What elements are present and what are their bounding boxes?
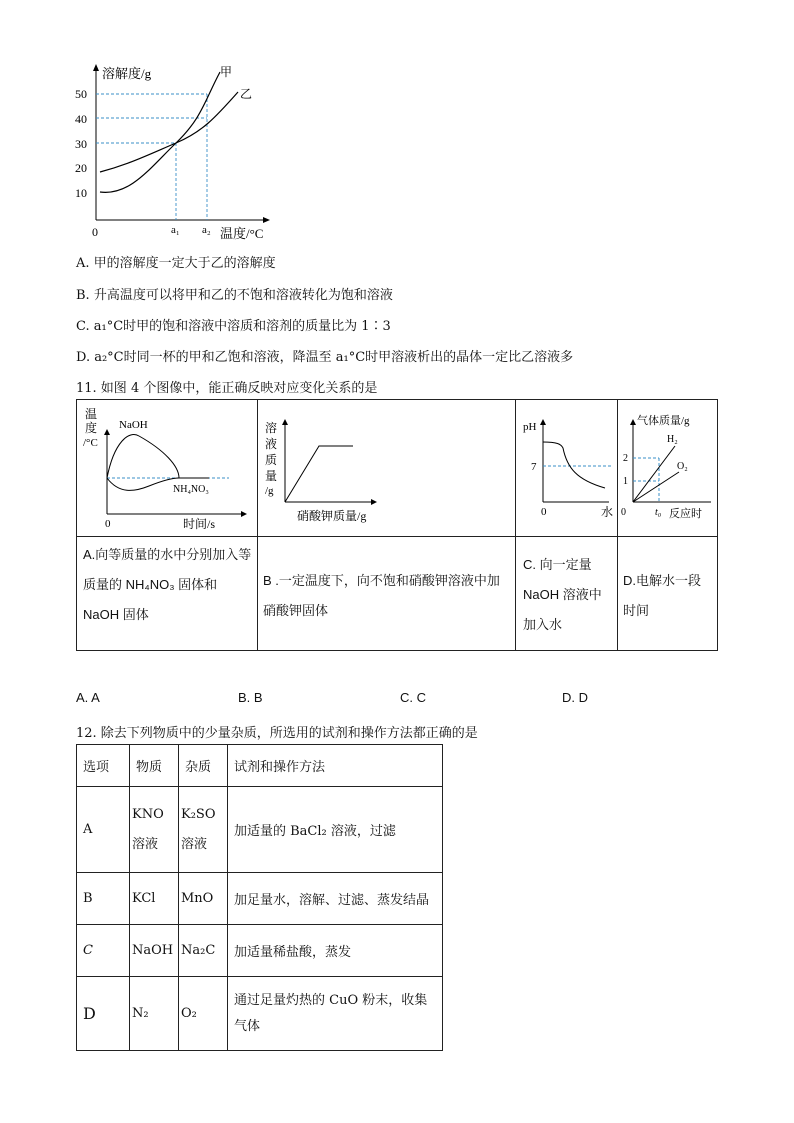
- svg-text:液: 液: [265, 437, 278, 451]
- solubility-graph: [70, 60, 280, 240]
- q11-graph-d: [619, 402, 715, 534]
- svg-text:7: 7: [531, 461, 537, 473]
- q11-answer-a: A. A: [76, 690, 100, 705]
- header-impurity: 杂质: [179, 745, 228, 787]
- svg-text:质: 质: [265, 453, 278, 467]
- x-tick-a1: a₁: [171, 224, 180, 236]
- y-tick-40: 40: [75, 112, 87, 126]
- q11-answer-c: C. C: [400, 690, 426, 705]
- curve-jia: [100, 72, 220, 192]
- label-nh4no3: NH₄NO₃: [173, 484, 209, 495]
- table-row: B KCl MnO 加足量水，溶解、过滤、蒸发结晶: [77, 873, 443, 925]
- svg-text:0: 0: [621, 507, 626, 518]
- y-tick-10: 10: [75, 186, 87, 200]
- q11-caption-b: B .一定温度下，向不饱和硝酸钾溶液中加硝酸钾固体: [263, 573, 500, 618]
- curve-yi: [100, 92, 238, 172]
- svg-text:溶: 溶: [265, 421, 278, 435]
- q11-answer-b: B. B: [238, 690, 263, 705]
- table-row: D N₂ O₂ 通过足量灼热的 CuO 粉末，收集气体: [77, 977, 443, 1051]
- q11-graph-a: [79, 402, 255, 534]
- svg-text:时间/s: 时间/s: [183, 517, 216, 531]
- q10-option-b: B. 升高温度可以将甲和乙的不饱和溶液转化为饱和溶液: [76, 288, 393, 303]
- q11-graph-b: [259, 402, 513, 534]
- curve-jia-label: 甲: [220, 65, 233, 79]
- table-header-row: [77, 745, 443, 787]
- x-tick-a2: a₂: [202, 224, 211, 236]
- svg-text:0: 0: [105, 518, 111, 530]
- q11-stem: 11. 如图 4 个图像中，能正确反映对应变化关系的是: [76, 381, 378, 396]
- svg-text:温: 温: [85, 407, 98, 421]
- q11-caption-c: C. 向一定量 NaOH 溶液中加入水: [523, 557, 602, 632]
- q10-option-a: A. 甲的溶解度一定大于乙的溶解度: [76, 256, 276, 271]
- q10-option-d: D. a₂°C时同一杯的甲和乙饱和溶液，降温至 a₁°C时甲溶液析出的晶体一定比乙溶液多: [76, 350, 574, 365]
- y-tick-30: 30: [75, 137, 87, 151]
- y-tick-50: 50: [75, 87, 87, 101]
- y-axis-label: 溶解度/g: [102, 66, 152, 81]
- q11-grid: [76, 399, 718, 651]
- svg-text:O₂: O₂: [677, 461, 688, 472]
- svg-text:t₀: t₀: [655, 507, 662, 518]
- svg-text:/°C: /°C: [83, 437, 98, 449]
- q12-stem: 12. 除去下列物质中的少量杂质，所选用的试剂和操作方法都正确的是: [76, 726, 478, 741]
- header-option: 选项: [77, 745, 130, 787]
- header-substance: 物质: [130, 745, 179, 787]
- table-row: A KNO 溶液 K₂SO 溶液 加适量的 BaCl₂ 溶液，过滤: [77, 787, 443, 873]
- svg-text:pH: pH: [523, 421, 537, 433]
- curve-yi-label: 乙: [240, 87, 253, 101]
- svg-text:反应时: 反应时: [669, 508, 702, 520]
- table-row: C NaOH Na₂C 加适量稀盐酸，蒸发: [77, 925, 443, 977]
- svg-text:0: 0: [541, 506, 547, 518]
- svg-text:/g: /g: [265, 485, 274, 497]
- x-axis-label: 温度/°C: [220, 226, 264, 241]
- svg-text:水: 水: [601, 505, 614, 519]
- svg-text:度: 度: [85, 421, 98, 435]
- y-tick-20: 20: [75, 161, 87, 175]
- header-method: 试剂和操作方法: [228, 745, 443, 787]
- origin-label: 0: [92, 225, 98, 239]
- q11-answer-d: D. D: [562, 690, 588, 705]
- q11-caption-d: D.电解水一段时间: [623, 573, 702, 618]
- svg-text:量: 量: [265, 469, 278, 483]
- svg-text:1: 1: [623, 476, 628, 487]
- guide-lines: [96, 94, 207, 220]
- svg-text:2: 2: [623, 453, 628, 464]
- svg-text:硝酸钾质量/g: 硝酸钾质量/g: [297, 509, 367, 523]
- q10-option-c: C. a₁°C时甲的饱和溶液中溶质和溶剂的质量比为 1∶3: [76, 319, 391, 334]
- svg-text:H₂: H₂: [667, 434, 678, 445]
- q12-table: [76, 744, 443, 1051]
- label-naoh: NaOH: [119, 419, 148, 431]
- svg-text:气体质量/g: 气体质量/g: [637, 415, 690, 427]
- q11-caption-a: A.向等质量的水中分别加入等质量的 NH₄NO₃ 固体和 NaOH 固体: [83, 547, 252, 622]
- q11-graph-c: [517, 402, 615, 534]
